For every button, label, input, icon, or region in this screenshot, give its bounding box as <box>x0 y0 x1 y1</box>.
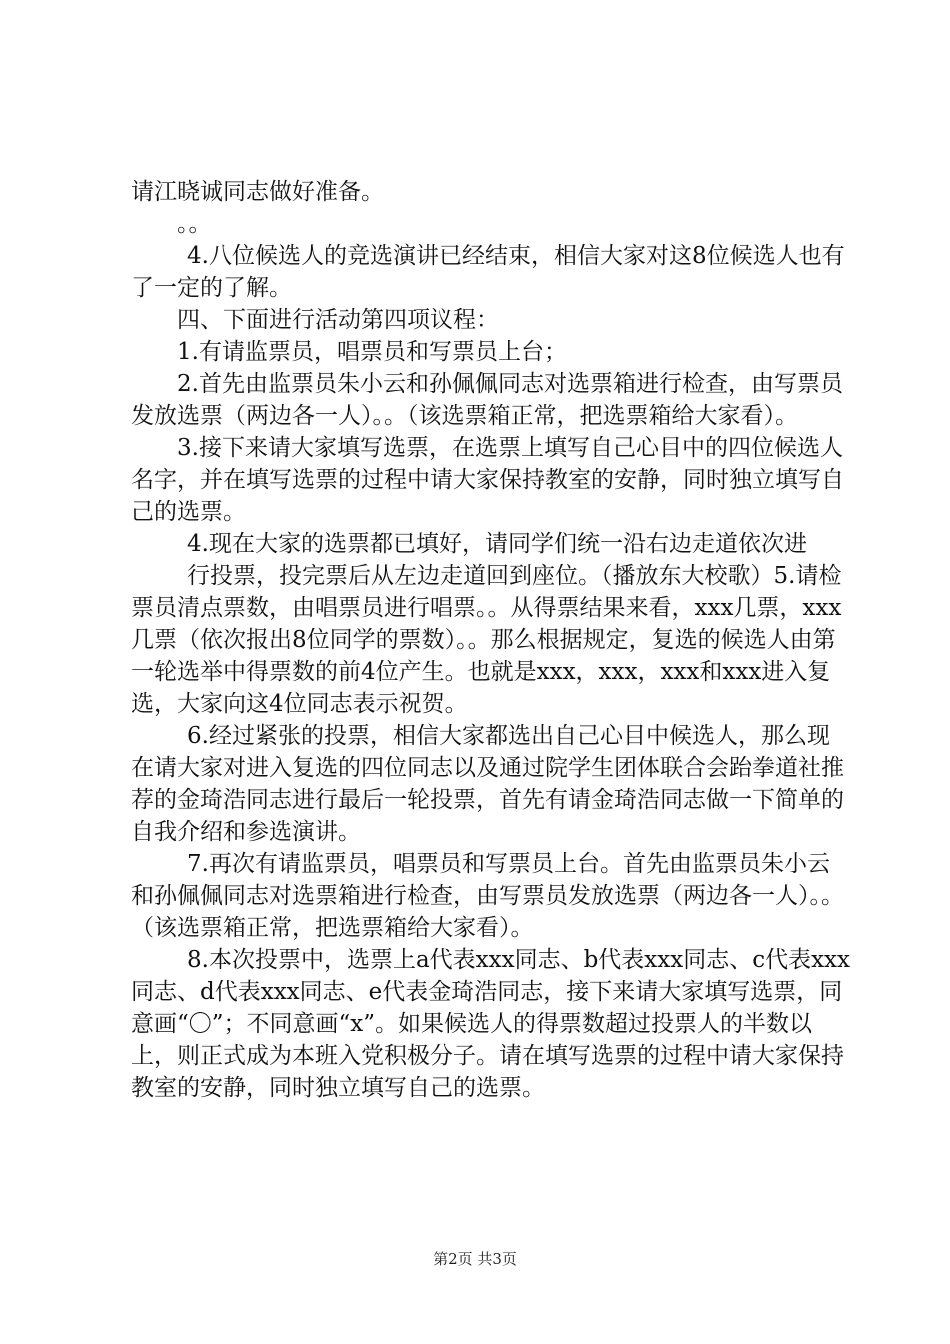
paragraph-5: 1.有请监票员，唱票员和写票员上台； <box>177 339 567 365</box>
paragraph-1: 请江晓诚同志做好准备。 <box>131 179 384 205</box>
page-footer: 第2页 共3页 <box>433 1250 517 1268</box>
paragraph-12: 8.本次投票中，选票上a代表xxx同志、b代表xxx同志、c代表xxx同志、d代表xxx同志、e代表金琦浩同志，接下来请大家填写选票，同意画“〇”；不同意画“x”。如果候选人的得票数超过投票人的半数以上，则正式成为本班入党积极分子。请在填写选票的过程中请大家保持教室的安静，同时独立填写自己的选票。 <box>131 947 851 1101</box>
paragraph-11: 7.再次有请监票员，唱票员和写票员上台。首先由监票员朱小云和孙佩佩同志对选票箱进行检查，由写票员发放选票（两边各一人）。。（该选票箱正常，把选票箱给大家看）。 <box>131 851 844 941</box>
paragraph-7: 3.接下来请大家填写选票，在选票上填写自己心目中的四位候选人名字，并在填写选票的过程中请大家保持教室的安静，同时独立填写自己的选票。 <box>131 435 844 525</box>
paragraph-6: 2.首先由监票员朱小云和孙佩佩同志对选票箱进行检查，由写票员发放选票（两边各一人）。。（该选票箱正常，把选票箱给大家看）。 <box>131 371 843 429</box>
document-body <box>131 176 851 1104</box>
paragraph-3: 4.八位候选人的竞选演讲已经结束，相信大家对这8位候选人也有了一定的了解。 <box>131 243 845 301</box>
paragraph-8: 4.现在大家的选票都已填好，请同学们统一沿右边走道依次进 <box>187 531 807 557</box>
paragraph-10: 6.经过紧张的投票，相信大家都选出自己心目中候选人，那么现在请大家对进入复选的四位同志以及通过院学生团体联合会跆拳道社推荐的金琦浩同志进行最后一轮投票，首先有请金琦浩同志做一下简单的自我介绍和参选演讲。 <box>131 723 844 845</box>
paragraph-9: 行投票，投完票后从左边走道回到座位。（播放东大校歌）5.请检票员清点票数，由唱票员进行唱票。。从得票结果来看，xxx几票，xxx几票（依次报出8位同学的票数）。。那么根据规定，复选的候选人由第一轮选举中得票数的前4位产生。也就是xxx，xxx，xxx和xxx进入复选，大家向这4位同志表示祝贺。 <box>131 563 842 717</box>
paragraph-4: 四、下面进行活动第四项议程： <box>177 307 499 333</box>
paragraph-2: 。。 <box>177 211 212 237</box>
